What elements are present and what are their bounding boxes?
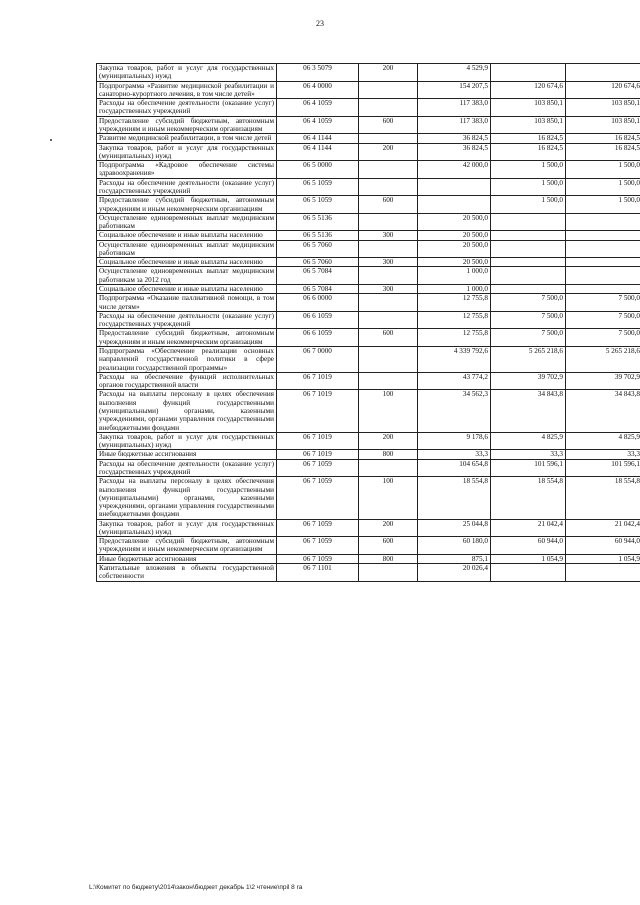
- cell-v2: 7 500,0: [491, 329, 566, 347]
- cell-v1: 33,3: [418, 450, 491, 459]
- cell-name: Подпрограмма «Кадровое обеспечение системы здравоохранения»: [97, 161, 277, 179]
- table-row: [97, 258, 640, 267]
- cell-code: 06 5 5136: [277, 231, 359, 240]
- cell-code: 06 7 0000: [277, 347, 359, 373]
- cell-code: 06 7 1019: [277, 390, 359, 432]
- cell-code: 06 7 1059: [277, 537, 359, 555]
- table-row: [97, 390, 640, 432]
- cell-type: [359, 267, 418, 285]
- cell-code: 06 4 0000: [277, 81, 359, 99]
- table-row: [97, 564, 640, 582]
- cell-v2: 7 500,0: [491, 311, 566, 329]
- table-row: [97, 267, 640, 285]
- cell-v2: 1 500,0: [491, 196, 566, 214]
- cell-type: [359, 161, 418, 179]
- cell-name: Осуществление единовременных выплат медицинским работникам за 2012 год: [97, 267, 277, 285]
- cell-v3: [566, 258, 640, 267]
- table-row: [97, 459, 640, 477]
- cell-v1: 4 339 792,6: [418, 347, 491, 373]
- table-row: [97, 134, 640, 143]
- cell-name: Расходы на обеспечение деятельности (оказание услуг) государственных учреждений: [97, 311, 277, 329]
- cell-v1: 36 824,5: [418, 143, 491, 161]
- cell-type: [359, 99, 418, 117]
- cell-v2: [491, 285, 566, 294]
- cell-type: 200: [359, 143, 418, 161]
- table-row: [97, 99, 640, 117]
- cell-v1: 20 026,4: [418, 564, 491, 582]
- cell-code: 06 5 7060: [277, 240, 359, 258]
- table-row: [97, 450, 640, 459]
- cell-v2: [491, 231, 566, 240]
- cell-type: 600: [359, 329, 418, 347]
- cell-type: [359, 81, 418, 99]
- table-row: [97, 143, 640, 161]
- cell-name: Закупка товаров, работ и услуг для государственных (муниципальных) нужд: [97, 143, 277, 161]
- cell-type: 200: [359, 432, 418, 450]
- cell-code: 06 7 1101: [277, 564, 359, 582]
- cell-type: [359, 213, 418, 231]
- cell-type: 600: [359, 116, 418, 134]
- cell-code: 06 7 1019: [277, 450, 359, 459]
- cell-code: 06 6 1059: [277, 311, 359, 329]
- cell-v3: 1 054,9: [566, 554, 640, 563]
- table-row: [97, 347, 640, 373]
- cell-v1: [418, 196, 491, 214]
- cell-v3: 5 265 218,6: [566, 347, 640, 373]
- cell-v2: 34 843,8: [491, 390, 566, 432]
- cell-v1: 36 824,5: [418, 134, 491, 143]
- cell-v3: 60 944,0: [566, 537, 640, 555]
- cell-code: 06 6 1059: [277, 329, 359, 347]
- cell-code: 06 6 0000: [277, 294, 359, 312]
- scan-dot: [50, 139, 52, 141]
- cell-code: 06 4 1059: [277, 116, 359, 134]
- cell-v3: [566, 267, 640, 285]
- cell-name: Закупка товаров, работ и услуг для государственных (муниципальных) нужд: [97, 519, 277, 537]
- cell-type: 300: [359, 258, 418, 267]
- cell-type: [359, 347, 418, 373]
- cell-v3: 120 674,6: [566, 81, 640, 99]
- cell-v1: 1 000,0: [418, 267, 491, 285]
- table-row: [97, 178, 640, 196]
- cell-type: [359, 372, 418, 390]
- cell-type: [359, 564, 418, 582]
- cell-name: Подпрограмма «Оказание паллиативной помощи, в том числе детям»: [97, 294, 277, 312]
- cell-v1: 12 755,8: [418, 311, 491, 329]
- cell-v1: 1 000,0: [418, 285, 491, 294]
- cell-v3: 1 500,0: [566, 161, 640, 179]
- cell-v1: 117 383,0: [418, 99, 491, 117]
- cell-v1: 60 180,0: [418, 537, 491, 555]
- cell-v1: 4 529,9: [418, 64, 491, 82]
- cell-v1: 104 654,8: [418, 459, 491, 477]
- footer-file-path: L:\Комитет по бюджету\2014\закон\бюджет декабрь 1\2 чтение\прil 8 rа: [89, 884, 303, 891]
- cell-v1: 20 500,0: [418, 231, 491, 240]
- cell-v3: [566, 213, 640, 231]
- page-number: 23: [316, 19, 324, 28]
- cell-type: 800: [359, 554, 418, 563]
- cell-v2: 120 674,6: [491, 81, 566, 99]
- table-row: [97, 161, 640, 179]
- table-row: [97, 240, 640, 258]
- cell-code: 06 5 7084: [277, 285, 359, 294]
- cell-v3: [566, 564, 640, 582]
- cell-v2: 4 825,9: [491, 432, 566, 450]
- cell-v3: 16 824,5: [566, 143, 640, 161]
- cell-code: 06 5 7084: [277, 267, 359, 285]
- cell-name: Расходы на обеспечение деятельности (оказание услуг) государственных учреждений: [97, 178, 277, 196]
- cell-v1: 25 044,8: [418, 519, 491, 537]
- cell-v2: 1 500,0: [491, 161, 566, 179]
- cell-v3: 7 500,0: [566, 329, 640, 347]
- cell-v1: 20 500,0: [418, 240, 491, 258]
- cell-name: Предоставление субсидий бюджетным, автономным учреждениям и иным некоммерческим организациям: [97, 196, 277, 214]
- cell-code: 06 7 1059: [277, 554, 359, 563]
- cell-name: Социальное обеспечение и иные выплаты населению: [97, 285, 277, 294]
- cell-v1: 18 554,8: [418, 477, 491, 519]
- cell-name: Расходы на обеспечение функций исполнительных органов государственной власти: [97, 372, 277, 390]
- cell-v3: 39 702,9: [566, 372, 640, 390]
- cell-name: Закупка товаров, работ и услуг для государственных (муниципальных) нужд: [97, 432, 277, 450]
- cell-v3: [566, 285, 640, 294]
- cell-v2: 21 042,4: [491, 519, 566, 537]
- table-row: [97, 64, 640, 82]
- cell-type: [359, 178, 418, 196]
- cell-v2: [491, 213, 566, 231]
- cell-type: 800: [359, 450, 418, 459]
- cell-name: Расходы на обеспечение деятельности (оказание услуг) государственных учреждений: [97, 459, 277, 477]
- cell-v2: 1 500,0: [491, 178, 566, 196]
- cell-v1: 154 207,5: [418, 81, 491, 99]
- cell-v1: 117 383,0: [418, 116, 491, 134]
- cell-code: 06 7 1059: [277, 519, 359, 537]
- cell-type: 600: [359, 537, 418, 555]
- cell-type: [359, 134, 418, 143]
- cell-type: 200: [359, 64, 418, 82]
- cell-v3: 1 500,0: [566, 196, 640, 214]
- cell-v2: [491, 258, 566, 267]
- cell-name: Осуществление единовременных выплат медицинским работникам: [97, 213, 277, 231]
- cell-v1: 42 000,0: [418, 161, 491, 179]
- cell-v3: 18 554,8: [566, 477, 640, 519]
- cell-name: Подпрограмма «Обеспечение реализации основных направлений государственной политики в сфере реализации государственной программы»: [97, 347, 277, 373]
- cell-v1: 12 755,8: [418, 329, 491, 347]
- cell-name: Расходы на выплаты персоналу в целях обеспечения выполнения функций государственными (муниципальными) органами, казенными учреждениями, органами управления государственными внебюджетными фондами: [97, 477, 277, 519]
- cell-type: 300: [359, 231, 418, 240]
- cell-name: Капитальные вложения в объекты государственной собственности: [97, 564, 277, 582]
- table-row: [97, 432, 640, 450]
- cell-v1: 34 562,3: [418, 390, 491, 432]
- cell-v2: 16 824,5: [491, 134, 566, 143]
- budget-table: [96, 63, 640, 582]
- table-row: [97, 231, 640, 240]
- table-row: [97, 311, 640, 329]
- cell-name: Расходы на обеспечение деятельности (оказание услуг) государственных учреждений: [97, 99, 277, 117]
- cell-code: 06 5 1059: [277, 178, 359, 196]
- table-row: [97, 116, 640, 134]
- cell-code: 06 5 1059: [277, 196, 359, 214]
- table-row: [97, 213, 640, 231]
- cell-type: 100: [359, 477, 418, 519]
- cell-code: 06 4 1144: [277, 143, 359, 161]
- budget-table-body: [97, 64, 640, 582]
- cell-v3: 101 596,1: [566, 459, 640, 477]
- cell-v2: 101 596,1: [491, 459, 566, 477]
- cell-name: Социальное обеспечение и иные выплаты населению: [97, 258, 277, 267]
- cell-v2: 39 702,9: [491, 372, 566, 390]
- cell-v3: 33,3: [566, 450, 640, 459]
- cell-code: 06 5 0000: [277, 161, 359, 179]
- cell-code: 06 4 1144: [277, 134, 359, 143]
- cell-name: Расходы на выплаты персоналу в целях обеспечения выполнения функций государственными (муниципальными) органами, казенными учреждениями, органами управления государственными внебюджетными фондами: [97, 390, 277, 432]
- cell-name: Иные бюджетные ассигнования: [97, 450, 277, 459]
- cell-v2: 103 850,1: [491, 116, 566, 134]
- cell-type: [359, 459, 418, 477]
- cell-v3: 1 500,0: [566, 178, 640, 196]
- cell-v2: 103 850,1: [491, 99, 566, 117]
- cell-name: Предоставление субсидий бюджетным, автономным учреждениям и иным некоммерческим организациям: [97, 116, 277, 134]
- cell-v2: 60 944,0: [491, 537, 566, 555]
- cell-type: [359, 240, 418, 258]
- table-row: [97, 294, 640, 312]
- cell-v1: [418, 178, 491, 196]
- cell-v1: 43 774,2: [418, 372, 491, 390]
- cell-v3: [566, 240, 640, 258]
- table-row: [97, 329, 640, 347]
- table-row: [97, 81, 640, 99]
- cell-v3: [566, 64, 640, 82]
- cell-type: 200: [359, 519, 418, 537]
- cell-type: 100: [359, 390, 418, 432]
- cell-code: 06 7 1019: [277, 432, 359, 450]
- cell-name: Социальное обеспечение и иные выплаты населению: [97, 231, 277, 240]
- cell-v3: 103 850,1: [566, 116, 640, 134]
- cell-name: Закупка товаров, работ и услуг для государственных (муниципальных) нужд: [97, 64, 277, 82]
- cell-name: Подпрограмма «Развитие медицинской реабилитации и санаторно-курортного лечения, в том числе детей»: [97, 81, 277, 99]
- cell-name: Осуществление единовременных выплат медицинским работникам: [97, 240, 277, 258]
- table-row: [97, 285, 640, 294]
- cell-v3: 21 042,4: [566, 519, 640, 537]
- cell-name: Развитие медицинской реабилитации, в том числе детей: [97, 134, 277, 143]
- table-row: [97, 477, 640, 519]
- cell-v3: 16 824,5: [566, 134, 640, 143]
- cell-name: Иные бюджетные ассигнования: [97, 554, 277, 563]
- cell-name: Предоставление субсидий бюджетным, автономным учреждениям и иным некоммерческим организациям: [97, 329, 277, 347]
- cell-v2: [491, 267, 566, 285]
- cell-v1: 9 178,6: [418, 432, 491, 450]
- cell-type: 600: [359, 196, 418, 214]
- table-row: [97, 537, 640, 555]
- table-row: [97, 372, 640, 390]
- cell-v3: 7 500,0: [566, 294, 640, 312]
- cell-v3: 34 843,8: [566, 390, 640, 432]
- cell-code: 06 4 1059: [277, 99, 359, 117]
- cell-v2: [491, 64, 566, 82]
- cell-code: 06 5 5136: [277, 213, 359, 231]
- cell-v2: 18 554,8: [491, 477, 566, 519]
- cell-name: Предоставление субсидий бюджетным, автономным учреждениям и иным некоммерческим организациям: [97, 537, 277, 555]
- cell-type: 300: [359, 285, 418, 294]
- cell-v2: 7 500,0: [491, 294, 566, 312]
- cell-code: 06 3 5079: [277, 64, 359, 82]
- cell-v1: 20 500,0: [418, 258, 491, 267]
- cell-type: [359, 294, 418, 312]
- cell-code: 06 7 1059: [277, 477, 359, 519]
- cell-v3: 103 850,1: [566, 99, 640, 117]
- cell-code: 06 5 7060: [277, 258, 359, 267]
- cell-code: 06 7 1059: [277, 459, 359, 477]
- table-row: [97, 519, 640, 537]
- cell-v1: 20 500,0: [418, 213, 491, 231]
- cell-v2: 5 265 218,6: [491, 347, 566, 373]
- cell-type: [359, 311, 418, 329]
- cell-v2: [491, 240, 566, 258]
- cell-v1: 12 755,8: [418, 294, 491, 312]
- table-row: [97, 196, 640, 214]
- cell-v2: [491, 564, 566, 582]
- cell-v3: [566, 231, 640, 240]
- table-row: [97, 554, 640, 563]
- cell-v2: 16 824,5: [491, 143, 566, 161]
- cell-v3: 7 500,0: [566, 311, 640, 329]
- cell-v1: 875,1: [418, 554, 491, 563]
- cell-code: 06 7 1019: [277, 372, 359, 390]
- cell-v2: 1 054,9: [491, 554, 566, 563]
- cell-v3: 4 825,9: [566, 432, 640, 450]
- cell-v2: 33,3: [491, 450, 566, 459]
